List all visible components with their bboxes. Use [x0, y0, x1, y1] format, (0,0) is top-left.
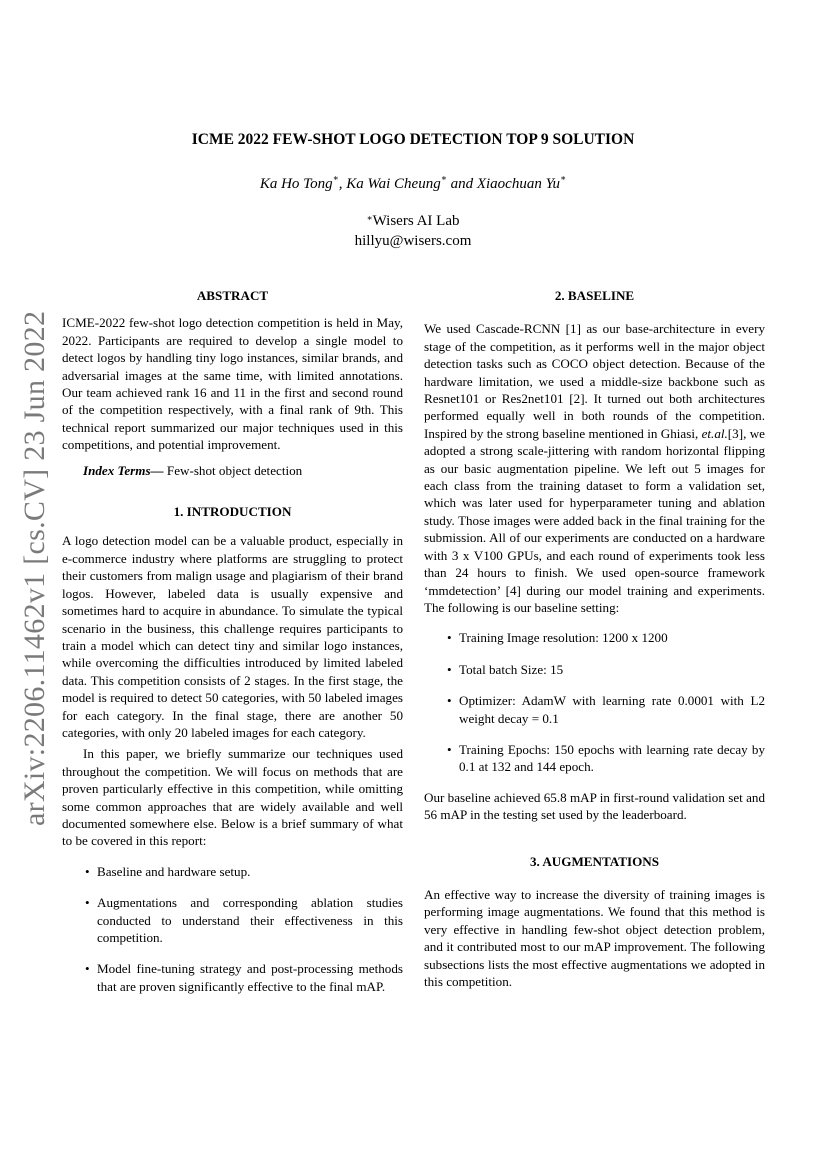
list-item: • Augmentations and corresponding ablation studies conducted to understand their effectiveness in this competition.	[62, 894, 403, 946]
baseline-text: We used Cascade-RCNN [1] as our base-architecture in every stage of the competition, as it performs well in the major object detection tasks such as COCO object detection. Because of the hardware limitation, we used a middle-size backbone such as Resnet101 or Res2net101 [2]. It turned out both architectures performed equally well in both rounds of the competition. Inspired by the strong baseline mentioned in Ghiasi,	[424, 321, 765, 441]
lab-name: Wisers AI Lab	[372, 213, 460, 229]
introduction-paragraph: A logo detection model can be a valuable product, especially in e-commerce industry where platforms are struggling to protect their customers from malign usage and plagiarism of their brand logos. However, labeled data is usually expensive and sometimes hard to acquire in abundance. To simulate the typical scenario in the business, this challenge requires participants to train a model which can detect tiny and similar logo instances, while overcoming the difficulties introduced by limited labeled data. This competition consists of 2 stages. In the first stage, the model is required to detect 50 categories, with 50 labeled images for each category. In the final stage, there are another 50 categories, with only 20 labeled images for each category.	[62, 533, 403, 740]
augmentations-paragraph: An effective way to increase the diversity of training images is performing image augmentations. We found that this method is very effective in handling few-shot object detection problem, and it contributed most to our mAP improvement. The following subsections lists the most effective augmentations we adopted in this competition.	[424, 886, 765, 989]
list-item: • Total batch Size: 15	[424, 661, 765, 678]
author-separator: and	[446, 176, 477, 192]
author-name: Ka Wai Cheung	[346, 176, 441, 192]
baseline-text-italic: et.al.	[701, 425, 728, 441]
left-column	[62, 287, 403, 995]
baseline-result-paragraph: Our baseline achieved 65.8 mAP in first-round validation set and 56 mAP in the testing set used by the leaderboard.	[424, 789, 765, 823]
contact-email: hillyu@wisers.com	[354, 233, 472, 249]
list-item: • Baseline and hardware setup.	[62, 863, 403, 880]
right-column	[424, 287, 765, 990]
paper-title: ICME 2022 FEW-SHOT LOGO DETECTION TOP 9 SOLUTION	[191, 131, 635, 148]
author-separator: ,	[338, 176, 347, 192]
abstract-heading: ABSTRACT	[196, 288, 269, 303]
introduction-paragraph: In this paper, we briefly summarize our techniques used throughout the competition. We will focus on methods that are proven particularly effective in this competition, while omitting some common approaches that are widely available and well documented somewhere else. Below is a brief summary of what to be covered in this report:	[62, 746, 403, 849]
affiliation-block	[0, 211, 826, 251]
introduction-heading: 1. INTRODUCTION	[173, 504, 292, 520]
index-terms	[62, 462, 403, 479]
list-item: • Optimizer: AdamW with learning rate 0.0001 with L2 weight decay = 0.1	[424, 692, 765, 727]
author-name: Ka Ho Tong	[259, 176, 333, 192]
affiliation-mark: ∗	[560, 173, 567, 183]
augmentations-heading: 3. AUGMENTATIONS	[529, 853, 659, 869]
list-item: • Training Epochs: 150 epochs with learning rate decay by 0.1 at 132 and 144 epoch.	[424, 741, 765, 776]
baseline-settings-list	[424, 629, 765, 775]
affiliation-mark: ∗	[440, 173, 447, 183]
author-list	[0, 173, 826, 193]
introduction-bullet-list	[62, 863, 403, 995]
index-terms-value: Few-shot object detection	[166, 462, 303, 478]
list-item: • Model fine-tuning strategy and post-processing methods that are proven significantly effective to the final mAP.	[62, 960, 403, 995]
index-terms-label: Index Terms—	[83, 462, 164, 478]
affiliation-mark: ∗	[366, 213, 373, 223]
affiliation-lab	[0, 211, 826, 231]
baseline-text: [3], we adopted a strong scale-jittering with random horizontal flipping as our basic augmentation pipeline. We left out 5 images for each class from the training dataset to form a validation set, which was later used for hyperparameter tuning and ablation study. Those images were added back in the final training for the submission. All of our experiments are conducted on a hardware with 3 x V100 GPUs, and each round of experiments took less than 24 hours to finish. We used open-source framework ‘mmdetection’ [4] during our model training and experiments. The following is our baseline setting:	[424, 425, 765, 615]
author-name: Xiaochuan Yu	[476, 176, 561, 192]
baseline-paragraph	[424, 320, 765, 616]
arxiv-stamp: arXiv:2206.11462v1 [cs.CV] 23 Jun 2022	[18, 310, 51, 826]
list-item: • Training Image resolution: 1200 x 1200	[424, 629, 765, 646]
baseline-heading: 2. BASELINE	[554, 288, 635, 303]
abstract-text: ICME-2022 few-shot logo detection competition is held in May, 2022. Participants are required to develop a single model to detect logos by handling tiny logo instances, similar brands, and adversarial images at the same time, with limited annotations. Our team achieved rank 16 and 11 in the first and second round of the competition respectively, with a final rank of 9th. This technical report summarized our major techniques used in this competitions, and potential improvement.	[62, 315, 403, 453]
affiliation-mark: ∗	[332, 173, 339, 183]
